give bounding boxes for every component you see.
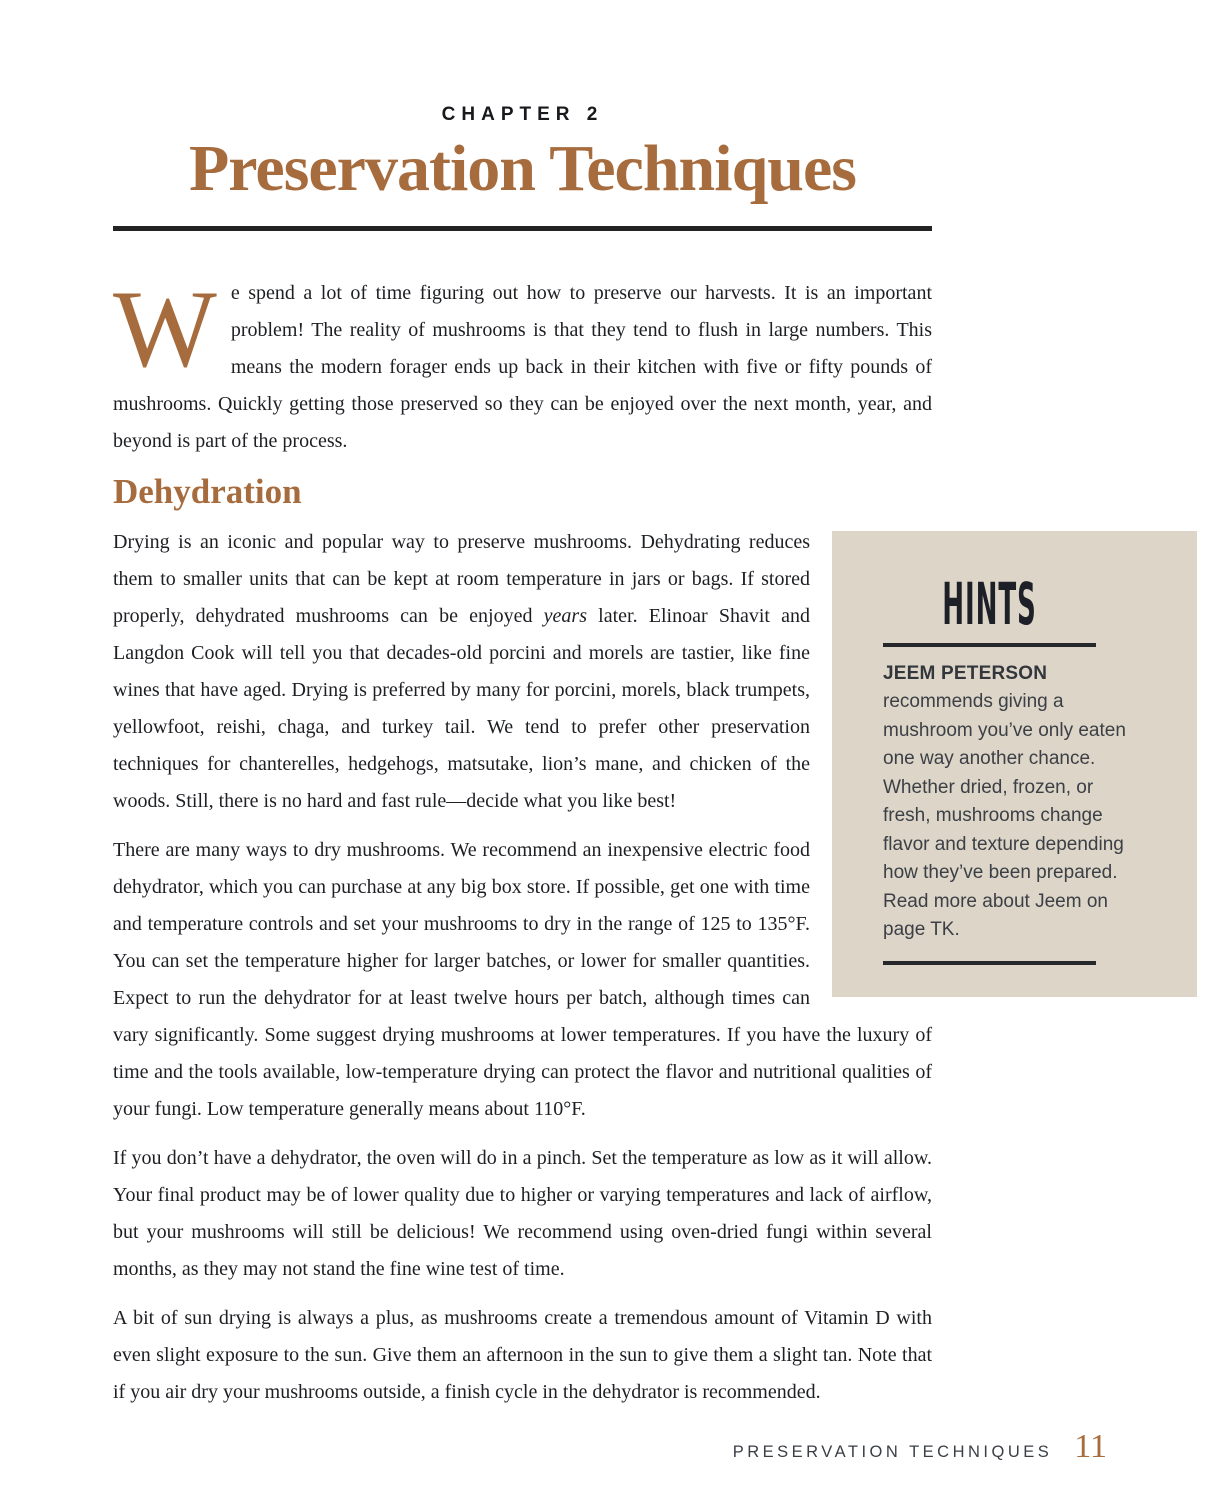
page-number: 11	[1074, 1428, 1107, 1465]
hints-title: HINTS	[942, 570, 1037, 638]
italic-word: years	[543, 605, 587, 627]
hints-sidebar	[832, 531, 1197, 997]
paragraph-ways-to-dry: There are many ways to dry mushrooms. We recommend an inexpensive electric food dehydrator, which you can purchase at any big box store. If possible, get one with time and temperature controls and set your mushrooms to dry in the range of 125 to 135°F. You can set the temperature higher for larger batches, or lower for smaller quantities. Expect to run the dehydrator for at least twelve hours per batch, although times can vary significantly. Some suggest drying mushrooms at lower temperatures. If you have the luxury of time and the tools available, low-temperature drying can protect the flavor and nutritional qualities of your fungi. Low temperature generally means about 110°F.	[113, 839, 932, 1120]
hints-rule-top	[883, 643, 1096, 647]
intro-text: e spend a lot of time figuring out how to preserve our harvests. It is an important problem! The reality of mushrooms is that they tend to flush in large numbers. This means the modern forager ends up back in their kitchen with five or fifty pounds of mushrooms. Quickly getting those preserved so they can be enjoyed over the next month, year, and beyond is part of the process.	[113, 282, 932, 452]
hints-rule-bottom	[883, 961, 1096, 965]
chapter-head	[113, 104, 932, 231]
paragraph-drying	[113, 524, 932, 820]
paragraph-sun-drying: A bit of sun drying is always a plus, as mushrooms create a tremendous amount of Vitamin D with even slight exposure to the sun. Give them an afternoon in the sun to give them a slight tan. Note that if you air dry your mushrooms outside, a finish cycle in the dehydrator is recommended.	[113, 1307, 932, 1403]
chapter-label: CHAPTER 2	[441, 104, 604, 125]
running-head: PRESERVATION TECHNIQUES	[732, 1443, 1053, 1461]
hints-author: JEEM PETERSON	[883, 663, 1048, 684]
hints-title-wrap	[883, 570, 1096, 638]
text-column	[113, 0, 932, 1423]
drop-cap: W	[113, 268, 217, 390]
page-footer	[733, 1428, 1107, 1466]
paragraph-text: Drying is an iconic and popular way to preserve mushrooms. Dehydrating reduces them to smaller units that can be kept at room temperature in jars or bags. If stored properly, dehydrated mushrooms can be enjoyed	[113, 531, 810, 627]
title-rule	[113, 226, 932, 231]
hints-body: recommends giving a mushroom you’ve only eaten one way another chance. Whether dried, frozen, or fresh, mushrooms change flavor and texture depending how they’ve been prepared. Read more about Jeem on page TK.	[883, 691, 1126, 940]
page-title: Preservation Techniques	[188, 132, 856, 205]
section-heading: Dehydration	[113, 472, 302, 511]
paragraph-oven: If you don’t have a dehydrator, the oven will do in a pinch. Set the temperature as low as it will allow. Your final product may be of lower quality due to higher or varying temperatures and lack of airflow, but your mushrooms will still be delicious! We recommend using oven-dried fungi within several months, as they may not stand the fine wine test of time.	[113, 1147, 932, 1280]
paragraph-text: later. Elinoar Shavit and Langdon Cook will tell you that decades-old porcini and morels are tastier, like fine wines that have aged. Drying is preferred by many for porcini, morels, black trumpets, yellowfoot, reishi, chaga, and turkey tail. We tend to prefer other preservation techniques for chanterelles, hedgehogs, matsutake, lion’s mane, and chicken of the woods. Still, there is no hard and fast rule—decide what you like best!	[113, 605, 810, 812]
intro-paragraph	[113, 268, 932, 460]
